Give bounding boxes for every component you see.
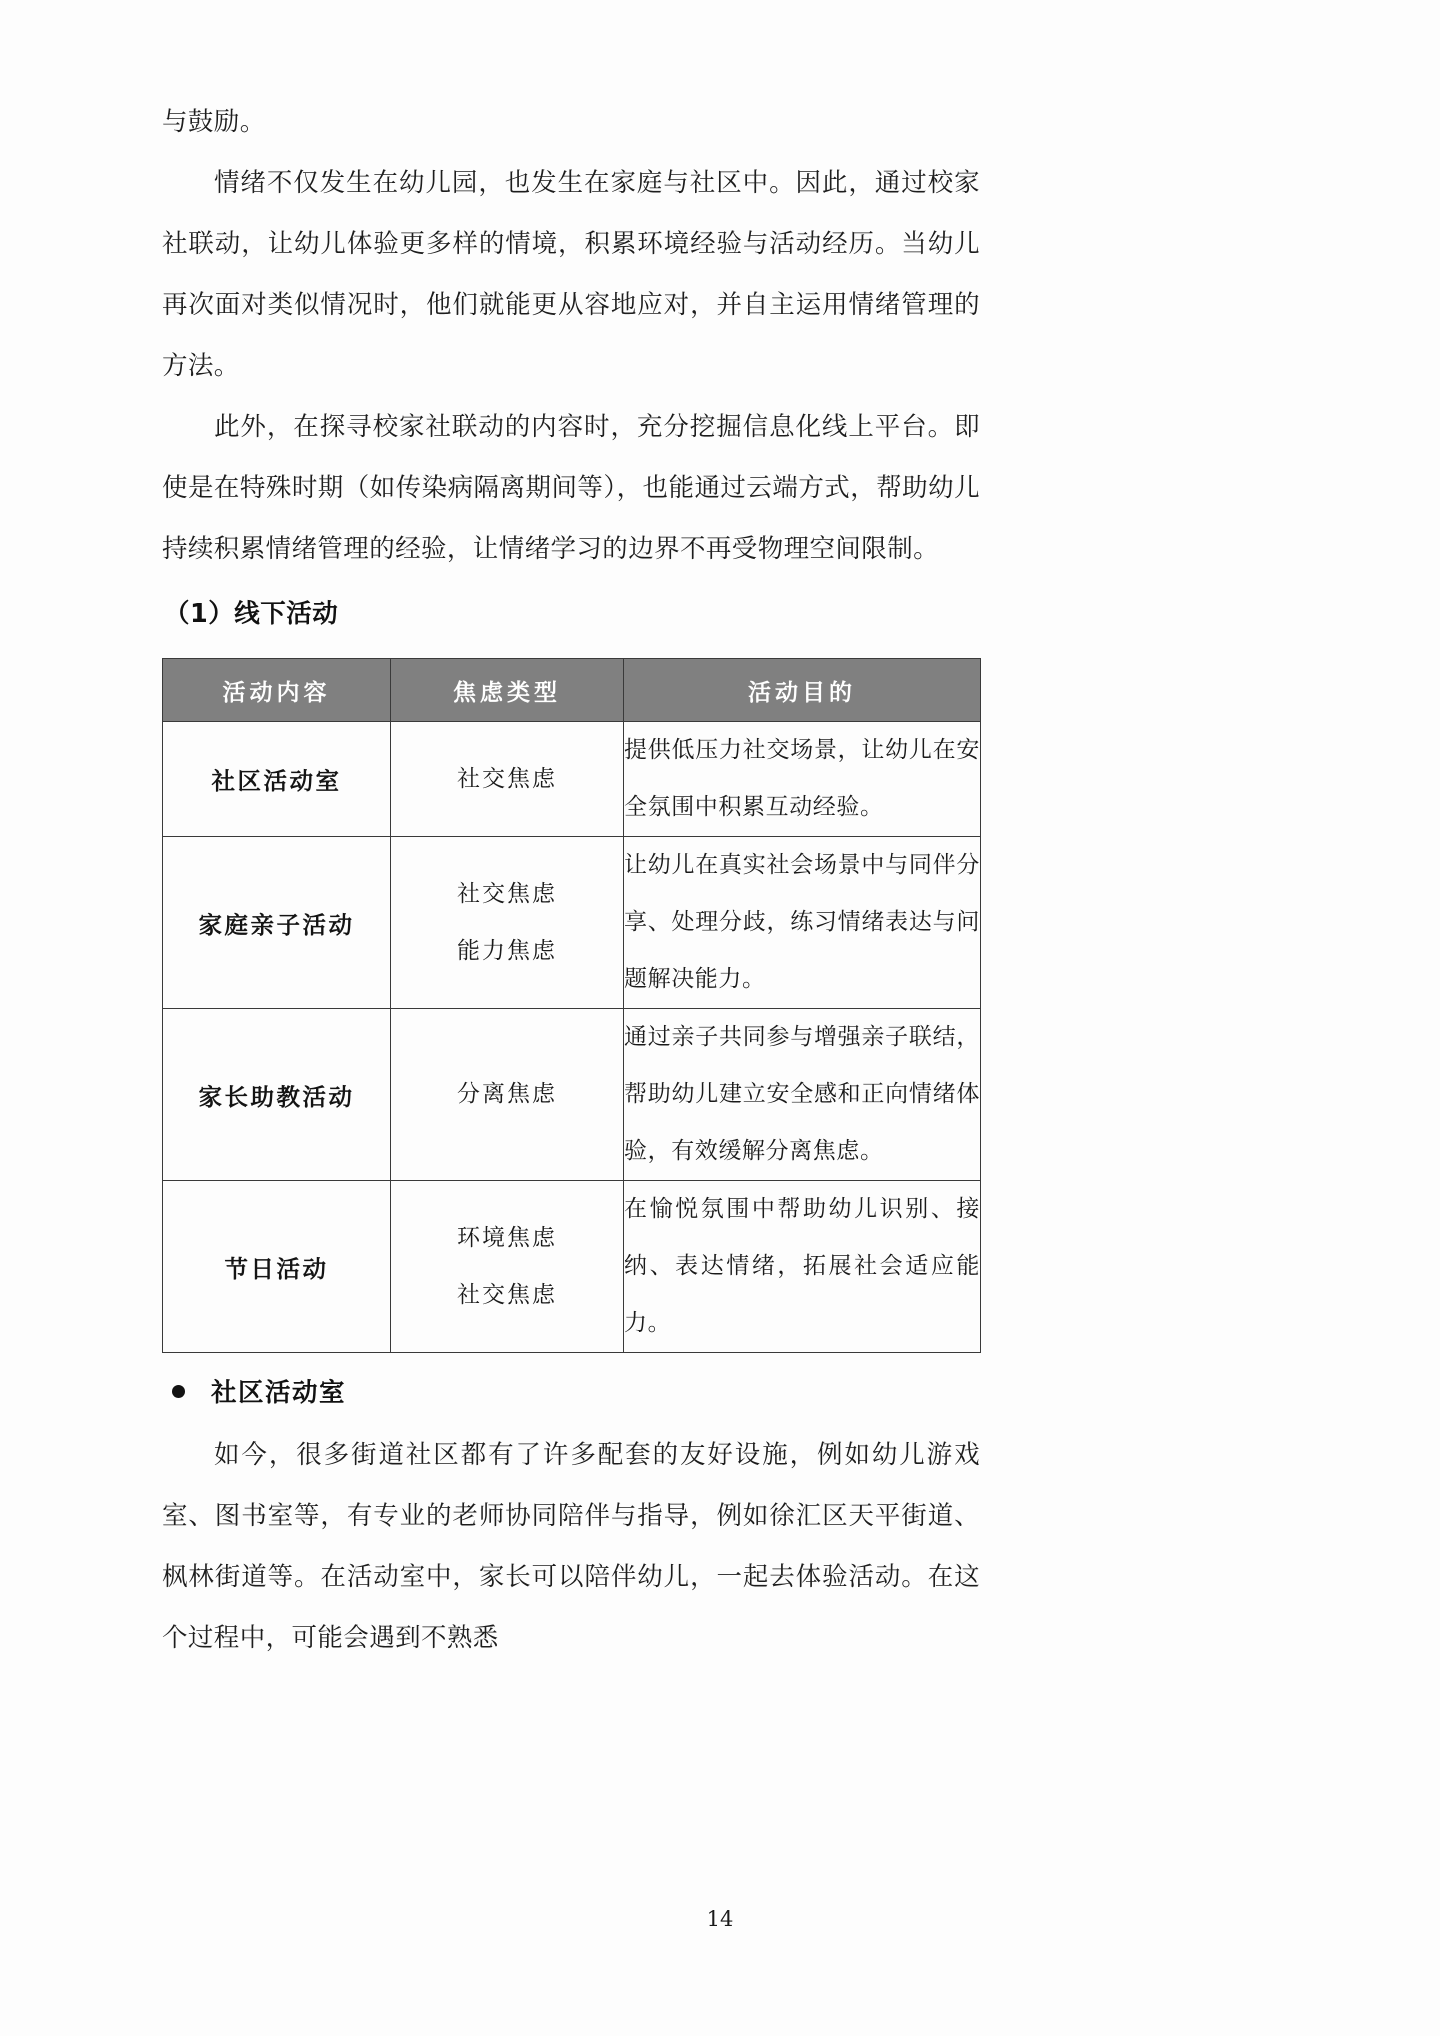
- spacer: [162, 1409, 980, 1425]
- column-header-activity: 活动内容: [163, 659, 391, 722]
- cell-activity: 家长助教活动: [163, 1009, 391, 1181]
- cell-activity: 节日活动: [163, 1181, 391, 1353]
- cell-anxiety-type: [391, 722, 624, 837]
- cell-purpose: 让幼儿在真实社会场景中与同伴分享、处理分歧，练习情绪表达与问题解决能力。: [624, 837, 981, 1009]
- column-header-purpose: 活动目的: [624, 659, 981, 722]
- heading-offline-activities: （1）线下活动: [164, 599, 339, 629]
- table-row: [163, 1009, 981, 1181]
- cell-purpose: 通过亲子共同参与增强亲子联结，帮助幼儿建立安全感和正向情绪体验，有效缓解分离焦虑。: [624, 1009, 981, 1181]
- table-header: [163, 659, 981, 722]
- bullet-item-label: 社区活动室: [211, 1378, 347, 1408]
- cell-purpose: 提供低压力社交场景，让幼儿在安全氛围中积累互动经验。: [624, 722, 981, 837]
- offline-activities-table: [162, 658, 981, 1353]
- cell-activity: 社区活动室: [163, 722, 391, 837]
- bullet-dot-icon: [172, 1385, 185, 1398]
- spacer: [162, 580, 980, 588]
- table-body: [163, 722, 981, 1353]
- cell-anxiety-type: [391, 1009, 624, 1181]
- paragraph-online-platform: 此外，在探寻校家社联动的内容时，充分挖掘信息化线上平台。即使是在特殊时期（如传染病隔离期间等），也能通过云端方式，帮助幼儿持续积累情绪管理的经验，让情绪学习的边界不再受物理空间限制。: [162, 412, 980, 564]
- table-header-row: [163, 659, 981, 722]
- cell-purpose: 在愉悦氛围中帮助幼儿识别、接纳、表达情绪，拓展社会适应能力。: [624, 1181, 981, 1353]
- anxiety-line: 社交焦虑: [457, 880, 557, 907]
- paragraph-community-facilities: 如今，很多街道社区都有了许多配套的友好设施，例如幼儿游戏室、图书室等，有专业的老师协同陪伴与指导，例如徐汇区天平街道、枫林街道等。在活动室中，家长可以陪伴幼儿，一起去体验活动。在这个过程中，可能会遇到不熟悉: [162, 1440, 980, 1653]
- anxiety-line: 社交焦虑: [457, 1281, 557, 1308]
- anxiety-line: 环境焦虑: [457, 1224, 557, 1251]
- column-header-anxiety-type: 焦虑类型: [391, 659, 624, 722]
- cell-activity: 家庭亲子活动: [163, 837, 391, 1009]
- table-row: [163, 722, 981, 837]
- cell-anxiety-type: [391, 1181, 624, 1353]
- paragraph-emotions-contexts: 情绪不仅发生在幼儿园，也发生在家庭与社区中。因此，通过校家社联动，让幼儿体验更多样的情境，积累环境经验与活动经历。当幼儿再次面对类似情况时，他们就能更从容地应对，并自主运用情绪管理的方法。: [162, 168, 980, 381]
- table-row: [163, 837, 981, 1009]
- paragraph-continuation: 与鼓励。: [162, 107, 266, 137]
- anxiety-line: 社交焦虑: [457, 765, 557, 792]
- table-row: [163, 1181, 981, 1353]
- cell-anxiety-type: [391, 837, 624, 1009]
- page-content: [162, 92, 980, 1669]
- anxiety-line: 分离焦虑: [457, 1081, 557, 1107]
- bullet-item-community-room: [162, 1373, 980, 1409]
- page-number: 14: [706, 1907, 734, 1931]
- anxiety-line: 能力焦虑: [457, 937, 557, 964]
